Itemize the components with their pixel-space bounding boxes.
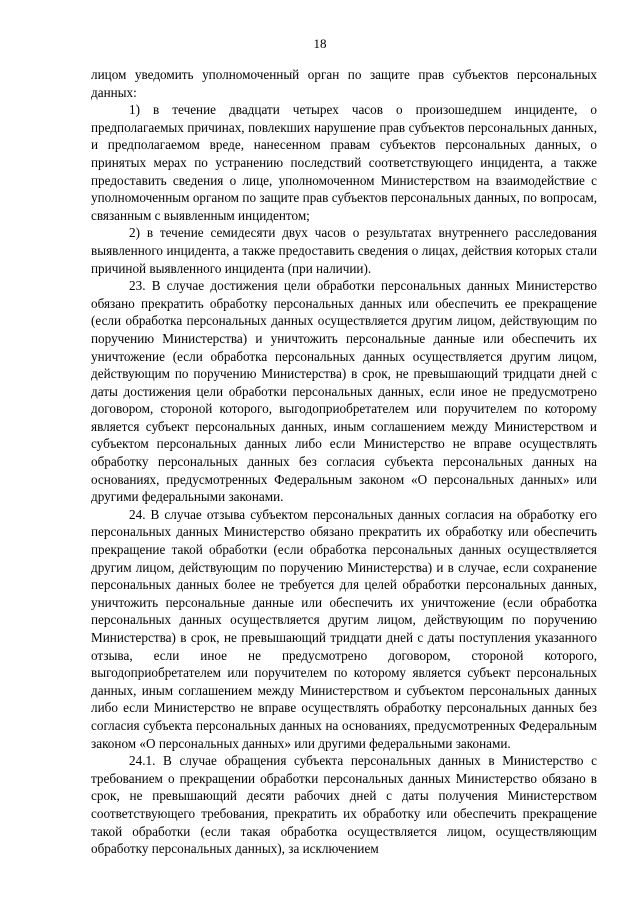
document-body [91,66,597,858]
paragraph-continuation: лицом уведомить уполномоченный орган по защите прав субъектов персональных данных: [91,67,597,100]
paragraph-item-1: 1) в течение двадцати четырех часов о произошедшем инциденте, о предполагаемых причинах, повлекших нарушение прав субъектов персональных данных, и предполагаемом вреде, нанесенном правам субъектов персональных данных, о принятых мерах по устранению последствий соответствующего инцидента, а также предоставить сведения о лице, уполномоченном Министерством на взаимодействие с уполномоченным органом по защите прав субъектов персональных данных, по вопросам, связанным с выявленным инцидентом; [91,102,597,223]
paragraph-24: 24. В случае отзыва субъектом персональных данных согласия на обработку его персональных данных Министерство обязано прекратить их обработку или обеспечить прекращение такой обработки (если обработка персональных данных осуществляется другим лицом, действующим по поручению Министерства) и в случае, если сохранение персональных данных более не требуется для целей обработки персональных данных, уничтожить персональные данные или обеспечить их уничтожение (если обработка персональных данных осуществляется другим лицом, действующим по поручению Министерства) в срок, не превышающий тридцати дней с даты поступления указанного отзыва, если иное не предусмотрено договором, стороной которого, выгодоприобретателем или поручителем по которому является субъект персональных данных, иным соглашением между Министерством и субъектом персональных данных либо если Министерство не вправе осуществлять обработку персональных данных без согласия субъекта персональных данных на основаниях, предусмотренных Федеральным законом «О персональных данных» или другими федеральными законами. [91,506,597,751]
page-number: 18 [313,36,327,51]
paragraph-item-2: 2) в течение семидесяти двух часов о результатах внутреннего расследования выявленного инцидента, а также предоставить сведения о лицах, действия которых стали причиной выявленного инцидента (при наличии). [91,225,597,276]
paragraph-24-1: 24.1. В случае обращения субъекта персональных данных в Министерство с требованием о прекращении обработки персональных данных Министерство обязано в срок, не превышающий десяти рабочих дней с даты получения Министерством соответствующего требования, прекратить их обработку или обеспечить прекращение такой обработки (если такая обработка осуществляется лицом, осуществляющим обработку персональных данных), за исключением [91,753,597,857]
paragraph-23: 23. В случае достижения цели обработки персональных данных Министерство обязано прекратить обработку персональных данных или обеспечить ее прекращение (если обработка персональных данных осуществляется другим лицом, действующим по поручению Министерства) и уничтожить персональные данные или обеспечить их уничтожение (если обработка персональных данных осуществляется другим лицом, действующим по поручению Министерства) в срок, не превышающий тридцати дней с даты достижения цели обработки персональных данных, если иное не предусмотрено договором, стороной которого, выгодоприобретателем или поручителем по которому является субъект персональных данных, иным соглашением между Министерством и субъектом персональных данных либо если Министерство не вправе осуществлять обработку персональных данных без согласия субъекта персональных данных на основаниях, предусмотренных Федеральным законом «О персональных данных» или другими федеральными законами. [91,278,597,505]
